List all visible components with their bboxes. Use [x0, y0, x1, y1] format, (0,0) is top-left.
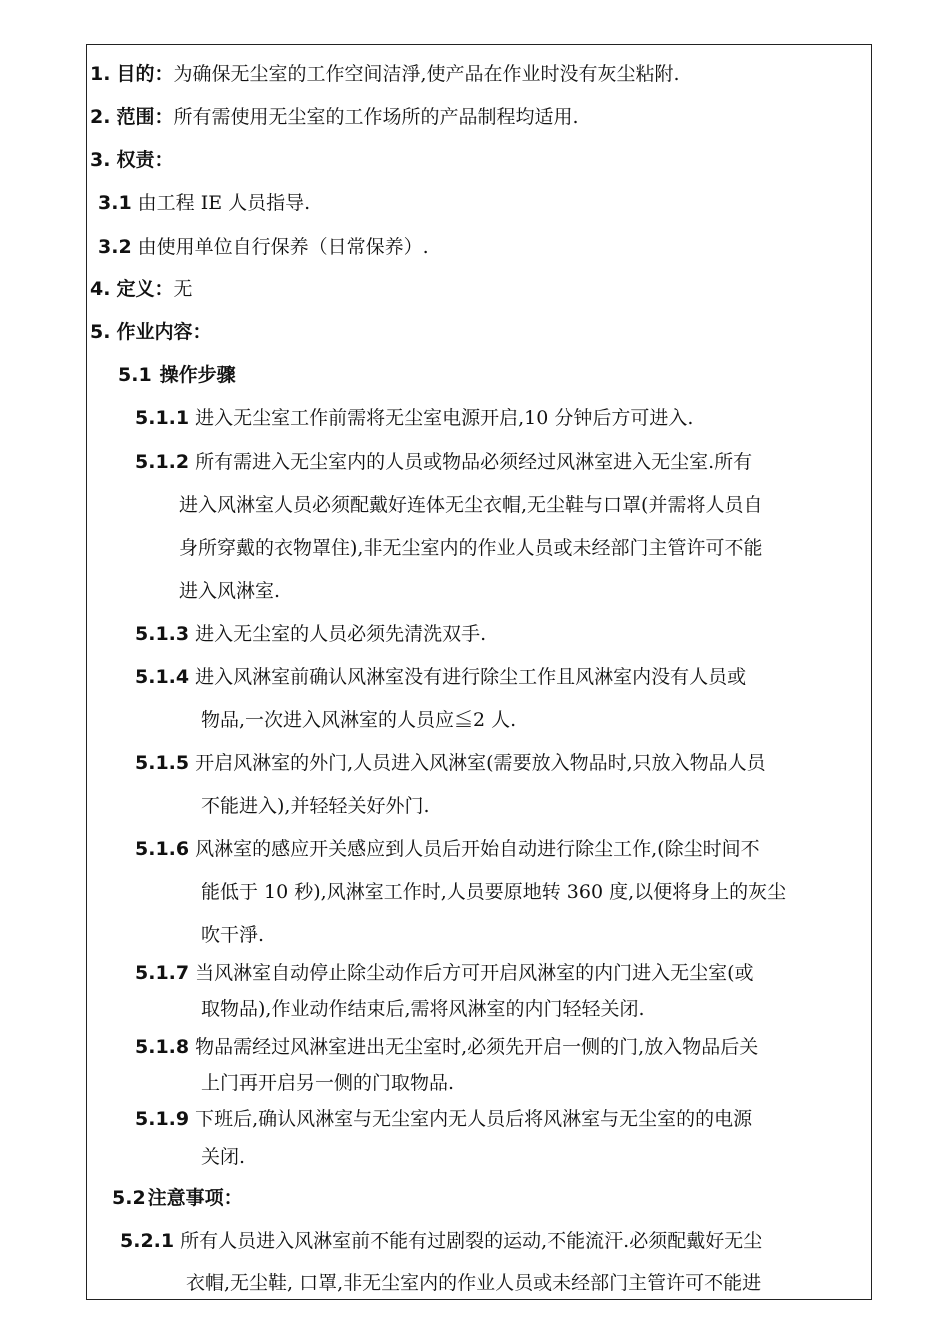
section-2-label: 范围： — [116, 106, 174, 128]
section-1: 1. 目的：为确保无尘室的工作空间洁淨,使产品在作业时没有灰尘粘附. — [90, 63, 680, 85]
section-5-1-7: 5.1.7 当风淋室自动停止除尘动作后方可开启风淋室的内门进入无尘室(或 — [135, 962, 754, 984]
section-5: 5. 作业内容： — [90, 321, 212, 343]
section-5-2-1-line: 衣帽,无尘鞋, 口罩,非无尘室内的作业人员或未经部门主管许可不能进 — [186, 1272, 762, 1294]
section-5-2-1: 5.2.1 所有人员进入风淋室前不能有过剧裂的运动,不能流汗.必须配戴好无尘 — [120, 1230, 763, 1252]
section-3-1: 3.1 由工程 IE 人员指导. — [98, 192, 311, 214]
section-5-1-2-line: 进入风淋室. — [179, 580, 281, 602]
section-5-1-2-line: 身所穿戴的衣物罩住),非无尘室内的作业人员或未经部门主管许可不能 — [179, 537, 763, 559]
section-5-1-5: 5.1.5 开启风淋室的外门,人员进入风淋室(需要放入物品时,只放入物品人员 — [135, 752, 766, 774]
section-5-1-2: 5.1.2 所有需进入无尘室内的人员或物品必须经过风淋室进入无尘室.所有 — [135, 451, 753, 473]
section-5-2: 5.2 注意事项： — [112, 1187, 243, 1209]
section-5-1-8-line: 上门再开启另一侧的门取物品. — [201, 1072, 455, 1094]
section-3-label: 权责： — [116, 149, 174, 171]
section-4: 4. 定义：无 — [90, 278, 193, 300]
section-5-1-6: 5.1.6 风淋室的感应开关感应到人员后开始自动进行除尘工作,(除尘时间不 — [135, 838, 760, 860]
section-1-text: 为确保无尘室的工作空间洁淨,使产品在作业时没有灰尘粘附. — [173, 63, 680, 85]
section-1-label: 目的： — [116, 63, 174, 85]
section-5-1-5-line: 不能进入),并轻轻关好外门. — [201, 795, 430, 817]
section-5-1-3: 5.1.3 进入无尘室的人员必须先清洗双手. — [135, 623, 487, 645]
section-5-1-9: 5.1.9 下班后,确认风淋室与无尘室内无人员后将风淋室与无尘室的的电源 — [135, 1108, 753, 1130]
section-5-1: 5.1 操作步骤 — [118, 364, 236, 386]
section-5-1-9-line: 关闭. — [201, 1146, 246, 1168]
section-5-1-1: 5.1.1 进入无尘室工作前需将无尘室电源开启,10 分钟后方可进入. — [135, 407, 694, 429]
section-5-1-6-line: 吹干淨. — [201, 924, 265, 946]
section-5-1-7-line: 取物品),作业动作结束后,需将风淋室的内门轻轻关闭. — [201, 998, 645, 1020]
section-5-1-4: 5.1.4 进入风淋室前确认风淋室没有进行除尘工作且风淋室内没有人员或 — [135, 666, 747, 688]
section-3-2: 3.2 由使用单位自行保养（日常保养）. — [98, 236, 429, 258]
section-5-1-6-line: 能低于 10 秒),风淋室工作时,人员要原地转 360 度,以便将身上的灰尘 — [201, 881, 787, 903]
section-5-1-8: 5.1.8 物品需经过风淋室进出无尘室时,必须先开启一侧的门,放入物品后关 — [135, 1036, 759, 1058]
section-5-1-2-line: 进入风淋室人员必须配戴好连体无尘衣帽,无尘鞋与口罩(并需将人员自 — [179, 494, 763, 516]
section-5-1-4-line: 物品,一次进入风淋室的人员应≦2 人. — [201, 709, 517, 731]
section-2-text: 所有需使用无尘室的工作场所的产品制程均适用. — [173, 106, 579, 128]
section-3: 3. 权责： — [90, 149, 174, 171]
section-2: 2. 范围：所有需使用无尘室的工作场所的产品制程均适用. — [90, 106, 579, 128]
